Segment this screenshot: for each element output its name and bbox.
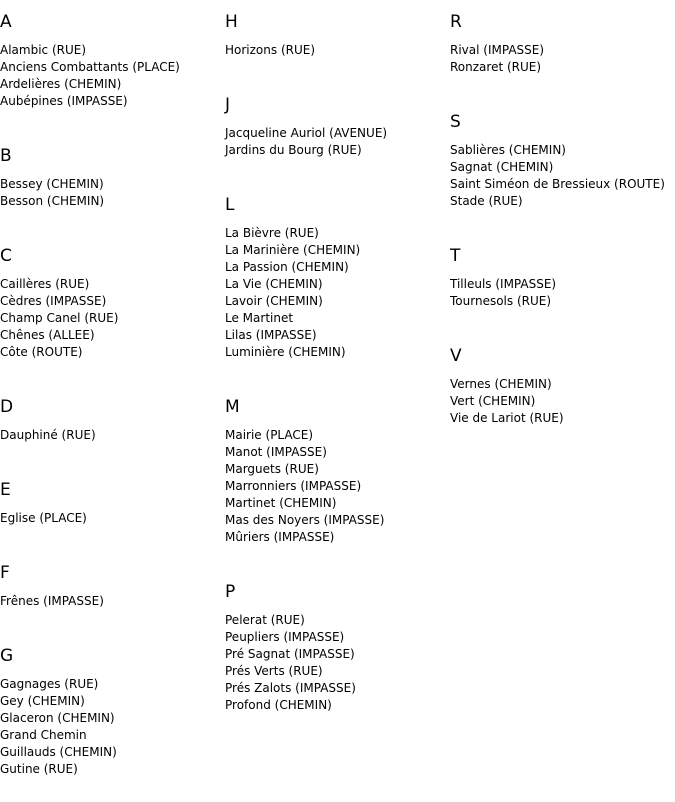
street-item: Saint Siméon de Bressieux (ROUTE): [450, 177, 665, 191]
letter-group-h: [225, 0, 450, 83]
street-item: Besson (CHEMIN): [0, 194, 105, 208]
street-item: Eglise (PLACE): [0, 511, 87, 525]
letter-group-r: [450, 0, 675, 100]
street-list: [0, 266, 225, 385]
letter-group-j: [225, 83, 450, 183]
street-item: La Bièvre (RUE): [225, 226, 319, 240]
street-item: Gey (CHEMIN): [0, 694, 85, 708]
letter-group-v: [450, 334, 675, 451]
street-item: Lilas (IMPASSE): [225, 328, 317, 342]
letter-heading: L: [225, 195, 235, 215]
street-item: Cèdres (IMPASSE): [0, 294, 107, 308]
street-list: [225, 417, 450, 570]
street-list: [225, 115, 450, 183]
street-item: Côte (ROUTE): [0, 345, 83, 359]
street-item: Marronniers (IMPASSE): [225, 479, 362, 493]
street-item: Stade (RUE): [450, 194, 523, 208]
letter-group-g: [0, 634, 225, 802]
letter-heading: A: [0, 12, 12, 32]
street-item: Dauphiné (RUE): [0, 428, 96, 442]
street-list: [0, 583, 225, 634]
letter-group-l: [225, 183, 450, 385]
letter-group-m: [225, 385, 450, 570]
street-item: Chênes (ALLEE): [0, 328, 95, 342]
street-item: Anciens Combattants (PLACE): [0, 60, 180, 74]
street-list: [450, 266, 675, 334]
street-item: Tournesols (RUE): [450, 294, 552, 308]
street-list: [0, 417, 225, 468]
letter-heading: P: [225, 582, 236, 602]
street-item: Luminière (CHEMIN): [225, 345, 346, 359]
street-item: Mûriers (IMPASSE): [225, 530, 335, 544]
street-item: Guillauds (CHEMIN): [0, 745, 117, 759]
street-item: Bessey (CHEMIN): [0, 177, 104, 191]
street-index-column-3: [450, 0, 675, 451]
letter-group-b: [0, 134, 225, 234]
letter-heading: J: [225, 95, 231, 115]
letter-heading: H: [225, 12, 238, 32]
letter-heading: F: [0, 563, 10, 583]
street-item: Lavoir (CHEMIN): [225, 294, 323, 308]
street-item: Pelerat (RUE): [225, 613, 305, 627]
street-list: [225, 215, 450, 385]
street-list: [0, 32, 225, 134]
letter-group-p: [225, 570, 450, 738]
letter-group-d: [0, 385, 225, 468]
street-item: Tilleuls (IMPASSE): [450, 277, 557, 291]
street-list: [0, 500, 225, 551]
letter-heading: M: [225, 397, 240, 417]
street-item: Ardelières (CHEMIN): [0, 77, 122, 91]
letter-group-a: [0, 0, 225, 134]
street-item: Gutine (RUE): [0, 762, 78, 776]
street-item: Champ Canel (RUE): [0, 311, 119, 325]
street-item: Pré Sagnat (IMPASSE): [225, 647, 355, 661]
street-index-column-1: [0, 0, 225, 802]
street-item: Manot (IMPASSE): [225, 445, 327, 459]
street-item: Glaceron (CHEMIN): [0, 711, 115, 725]
street-list: [225, 32, 450, 83]
street-item: Marguets (RUE): [225, 462, 319, 476]
street-list: [450, 366, 675, 451]
street-item: Vernes (CHEMIN): [450, 377, 552, 391]
street-list: [225, 602, 450, 738]
street-item: Jacqueline Auriol (AVENUE): [225, 126, 388, 140]
letter-group-c: [0, 234, 225, 385]
letter-group-t: [450, 234, 675, 334]
street-item: Rival (IMPASSE): [450, 43, 545, 57]
street-list: [450, 132, 675, 234]
letter-heading: T: [450, 246, 461, 266]
street-list: [450, 32, 675, 100]
street-item: Gagnages (RUE): [0, 677, 99, 691]
street-item: Aubépines (IMPASSE): [0, 94, 128, 108]
letter-group-e: [0, 468, 225, 551]
street-item: Jardins du Bourg (RUE): [225, 143, 362, 157]
street-item: Prés Verts (RUE): [225, 664, 323, 678]
street-item: Prés Zalots (IMPASSE): [225, 681, 356, 695]
letter-heading: G: [0, 646, 14, 666]
street-item: Grand Chemin: [0, 728, 87, 742]
street-item: Alambic (RUE): [0, 43, 87, 57]
street-list: [0, 166, 225, 234]
street-item: Mairie (PLACE): [225, 428, 314, 442]
street-item: Le Martinet: [225, 311, 294, 325]
street-item: La Passion (CHEMIN): [225, 260, 349, 274]
street-list: [0, 666, 225, 802]
street-item: Profond (CHEMIN): [225, 698, 332, 712]
street-item: Vie de Lariot (RUE): [450, 411, 564, 425]
street-item: Caillères (RUE): [0, 277, 90, 291]
letter-heading: V: [450, 346, 462, 366]
street-index-column-2: [225, 0, 450, 738]
street-item: La Marinière (CHEMIN): [225, 243, 361, 257]
letter-heading: E: [0, 480, 11, 500]
street-item: Horizons (RUE): [225, 43, 316, 57]
street-item: Ronzaret (RUE): [450, 60, 542, 74]
letter-group-s: [450, 100, 675, 234]
letter-heading: S: [450, 112, 461, 132]
street-item: Frênes (IMPASSE): [0, 594, 104, 608]
letter-heading: D: [0, 397, 14, 417]
street-item: La Vie (CHEMIN): [225, 277, 323, 291]
street-item: Mas des Noyers (IMPASSE): [225, 513, 385, 527]
street-item: Sagnat (CHEMIN): [450, 160, 554, 174]
letter-heading: R: [450, 12, 462, 32]
letter-heading: B: [0, 146, 12, 166]
street-item: Peupliers (IMPASSE): [225, 630, 345, 644]
street-item: Sablières (CHEMIN): [450, 143, 566, 157]
letter-heading: C: [0, 246, 12, 266]
letter-group-f: [0, 551, 225, 634]
street-item: Martinet (CHEMIN): [225, 496, 337, 510]
street-item: Vert (CHEMIN): [450, 394, 536, 408]
